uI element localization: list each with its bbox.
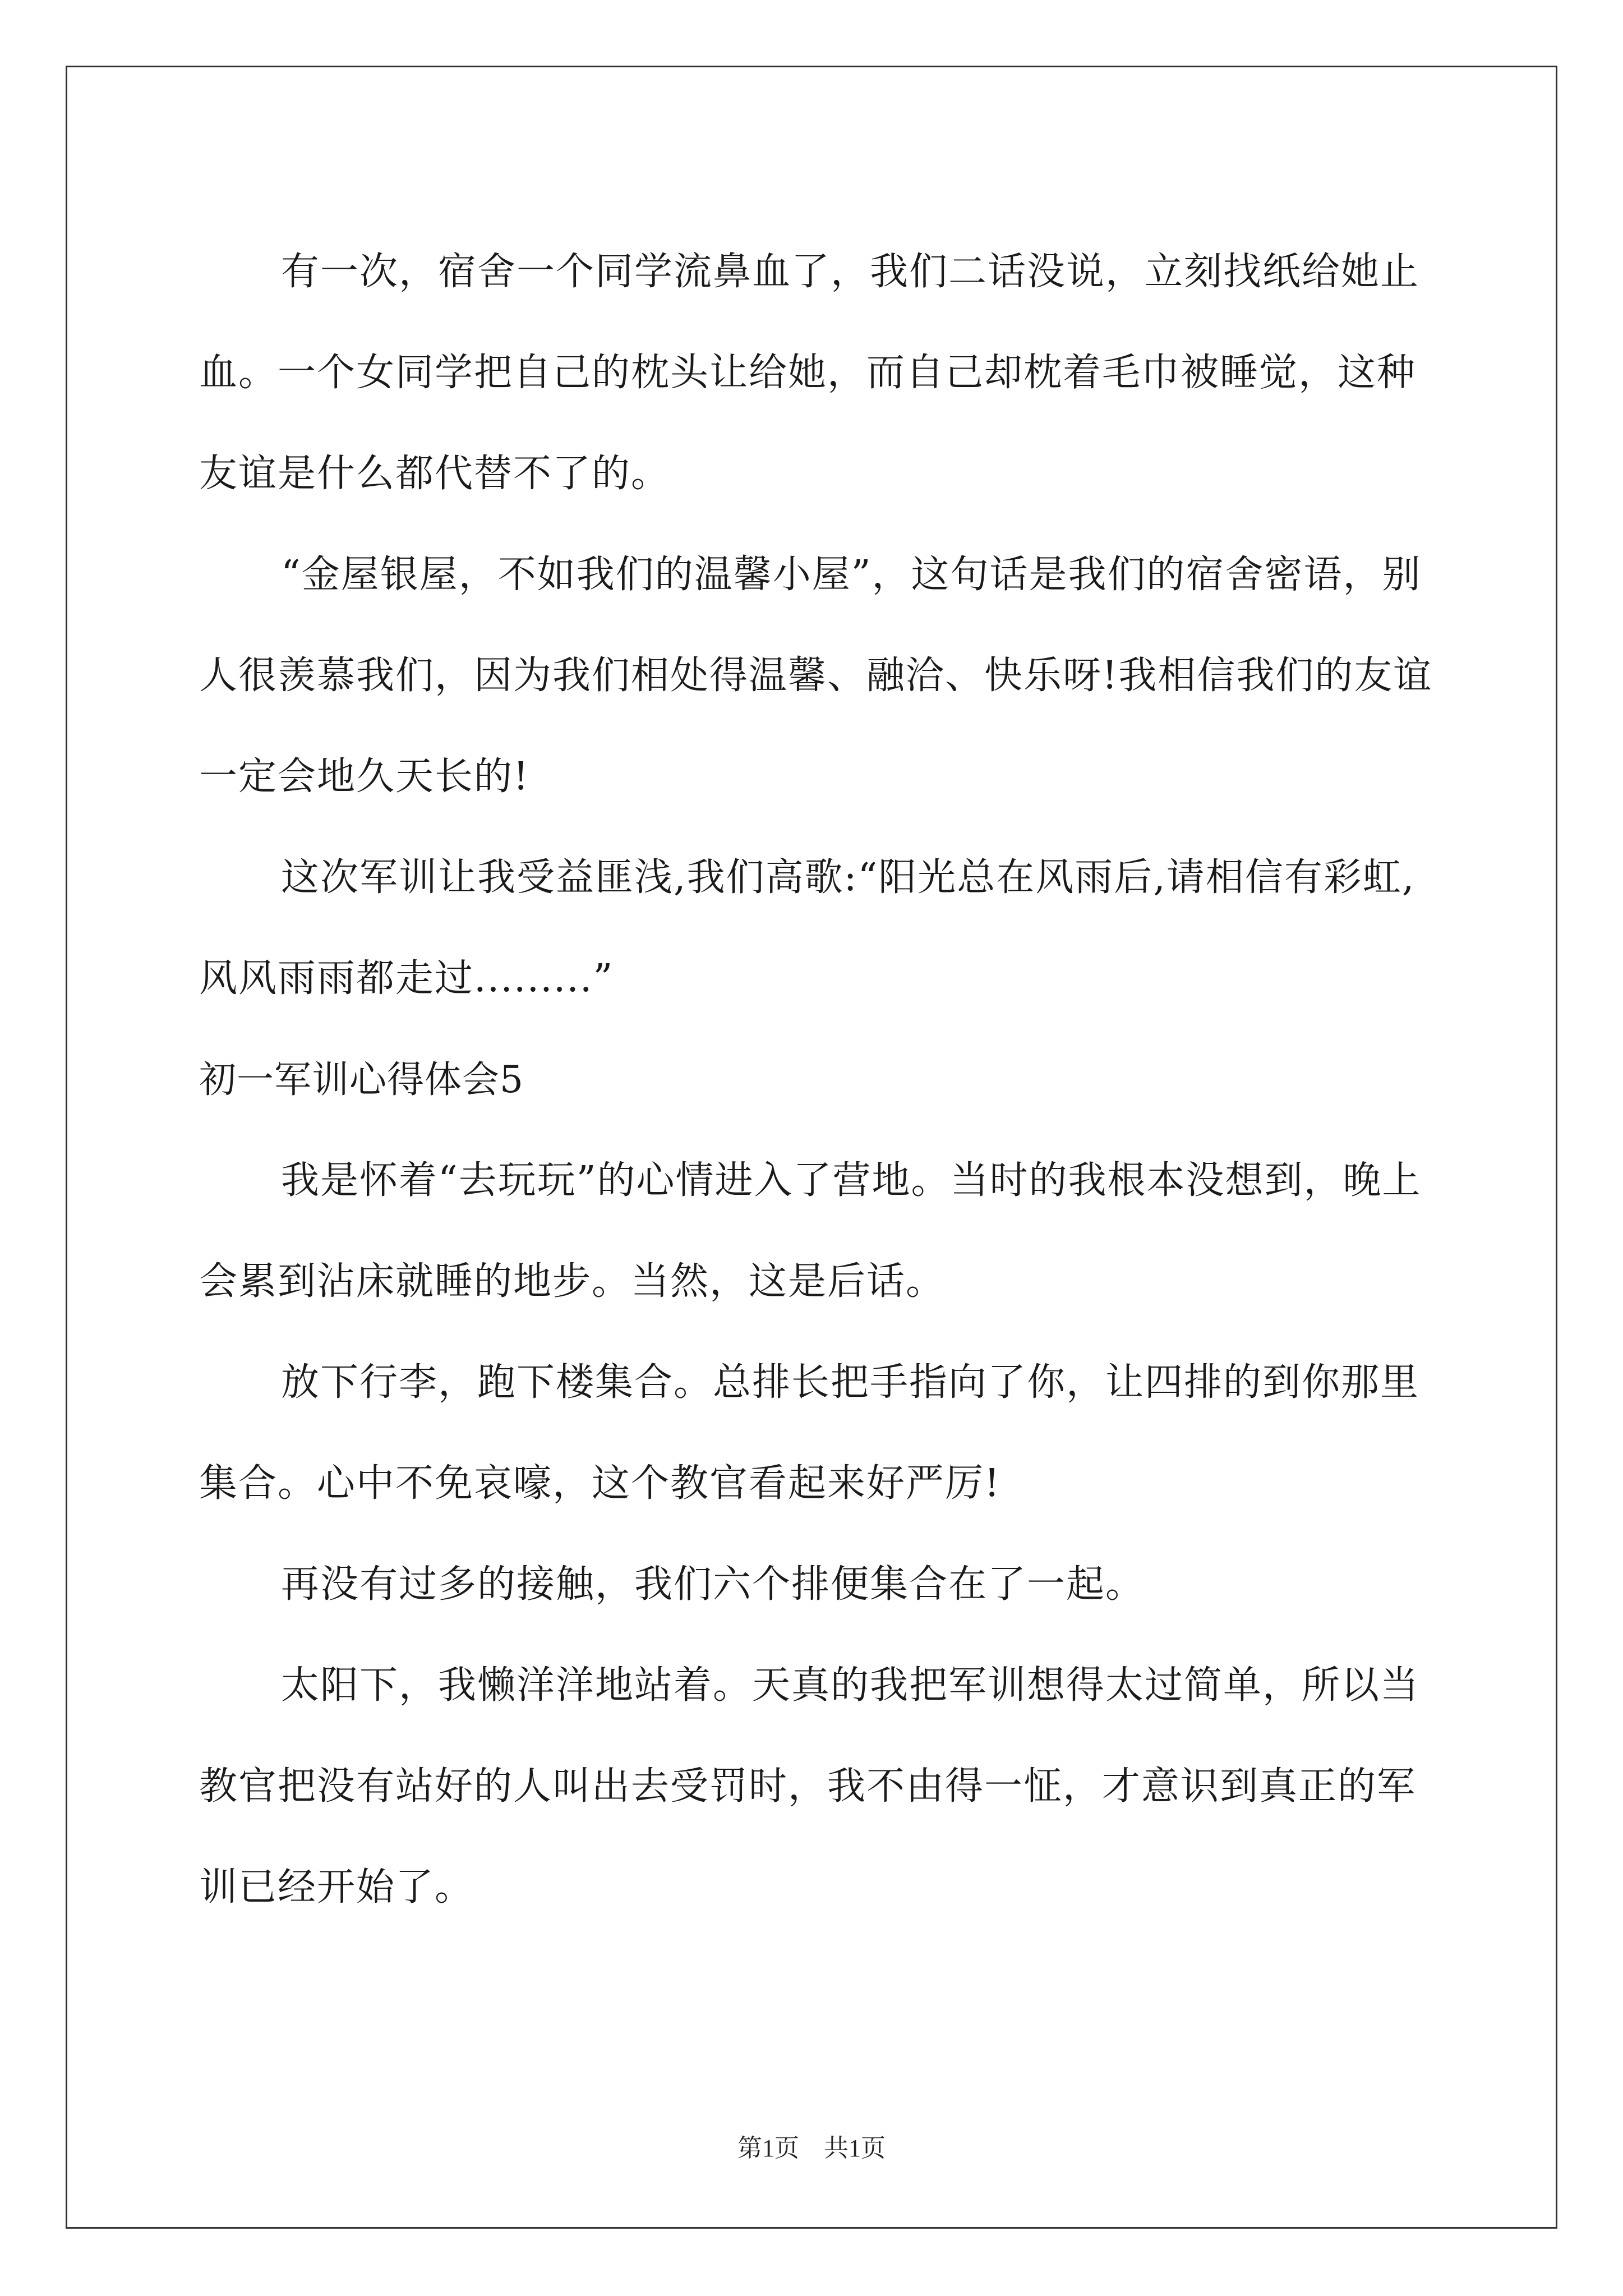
page-number-footer: 第1页 共1页 bbox=[737, 2134, 886, 2162]
paragraph: “金屋银屋，不如我们的温馨小屋”，这句话是我们的宿舍密语，别人很羡慕我们，因为我们相处得温馨、融洽、快乐呀!我相信我们的友谊一定会地久天长的! bbox=[199, 553, 1433, 799]
paragraph: 我是怀着“去玩玩”的心情进入了营地。当时的我根本没想到，晚上会累到沾床就睡的地步。当然，这是后话。 bbox=[199, 1158, 1422, 1304]
paragraph: 有一次，宿舍一个同学流鼻血了，我们二话没说，立刻找纸给她止血。一个女同学把自己的枕头让给她，而自己却枕着毛巾被睡觉，这种友谊是什么都代替不了的。 bbox=[199, 250, 1420, 496]
document-body bbox=[199, 222, 1447, 1938]
paragraph: 再没有过多的接触，我们六个排便集合在了一起。 bbox=[281, 1562, 1145, 1607]
paragraph: 放下行李，跑下楼集合。总排长把手指向了你，让四排的到你那里集合。心中不免哀嚎，这个教官看起来好严厉! bbox=[199, 1360, 1420, 1506]
section-heading: 初一军训心得体会5 bbox=[199, 1058, 524, 1101]
paragraph: 这次军训让我受益匪浅,我们高歌:“阳光总在风雨后,请相信有彩虹,风风雨雨都走过.........” bbox=[199, 855, 1415, 1001]
paragraph: 太阳下，我懒洋洋地站着。天真的我把军训想得太过简单，所以当教官把没有站好的人叫出去受罚时，我不由得一怔，才意识到真正的军训已经开始了。 bbox=[199, 1663, 1420, 1910]
